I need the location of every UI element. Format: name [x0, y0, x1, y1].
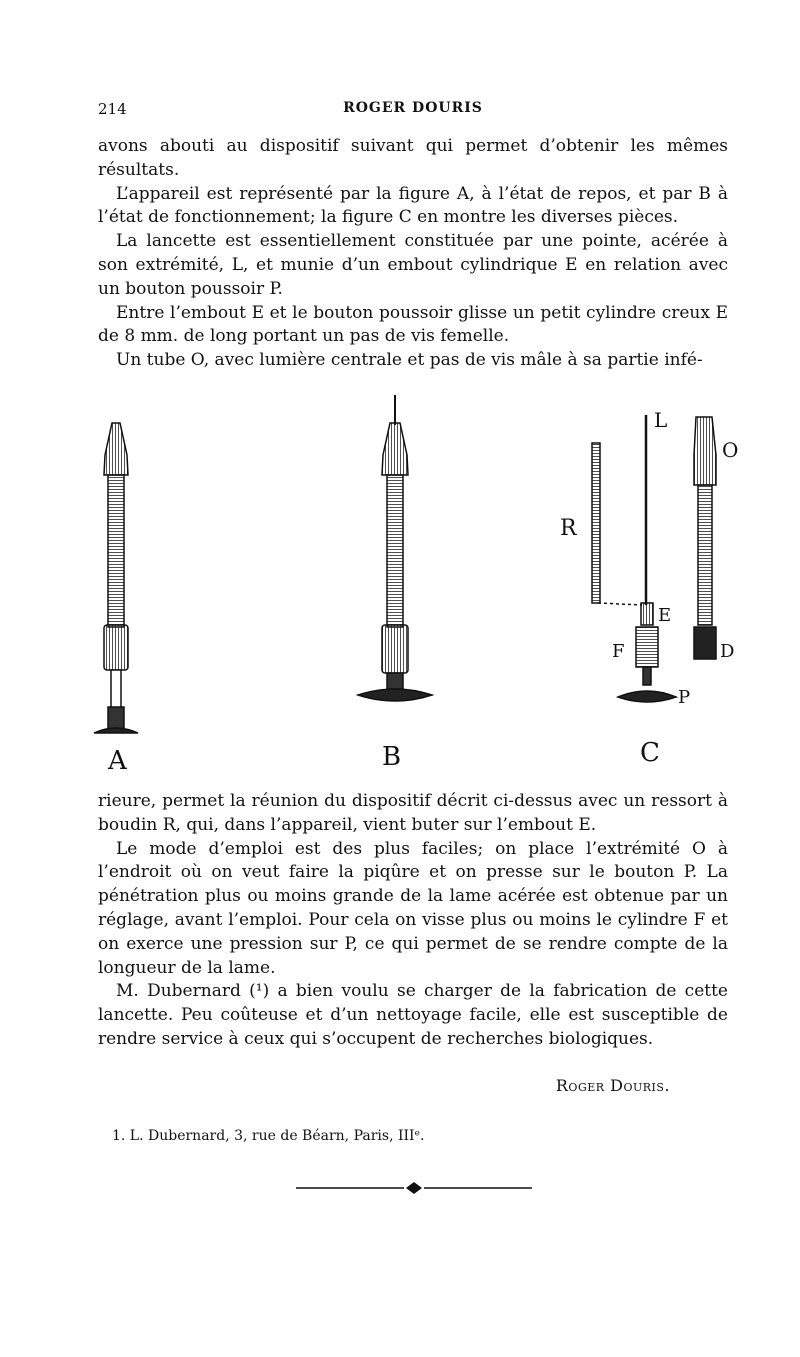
- figure-a-drawing: [94, 423, 138, 733]
- caption-a: A: [108, 746, 127, 775]
- page-number: 214: [98, 100, 127, 118]
- author-signature: Roger Douris.: [555, 1076, 670, 1095]
- page-header: [98, 100, 728, 124]
- figure-b-drawing: [358, 395, 432, 701]
- label-l: L: [654, 408, 668, 432]
- footnote: 1. L. Dubernard, 3, rue de Béarn, Paris, IIIᵉ.: [112, 1128, 425, 1144]
- paragraph: M. Dubernard (¹) a bien voulu se charger de la fabrication de cette lancette. Peu coûteuse et d’un nettoyage facile, elle est susceptible de rendre service à ceux qui s’occupent de recherches biologiques.: [98, 981, 728, 1049]
- label-o: O: [722, 438, 739, 462]
- label-r: R: [560, 516, 577, 541]
- caption-c: C: [640, 738, 660, 768]
- label-d: D: [720, 641, 735, 662]
- paragraph: La lancette est essentiellement constituée par une pointe, acérée à son extrémité, L, et munie d’un embout cylindrique E en relation avec un bouton poussoir P.: [98, 231, 728, 299]
- body-text-bottom: [98, 790, 728, 1052]
- paragraph: avons abouti au dispositif suivant qui permet d’obtenir les mêmes résultats.: [98, 136, 728, 180]
- paragraph: Le mode d’emploi est des plus faciles; on place l’extrémité O à l’endroit où on veut faire la piqûre et on presse sur le bouton P. La pénétration plus ou moins grande de la lame acérée est obtenue par un réglage, avant l’emploi. Pour cela on visse plus ou moins le cylindre F et on exerce une pression sur P, ce qui permet de se rendre compte de la longueur de la lame.: [98, 838, 728, 978]
- figure-c-drawing: [592, 415, 716, 702]
- label-e: E: [658, 605, 672, 626]
- paragraph: Un tube O, avec lumière centrale et pas de vis mâle à sa partie infé-: [116, 350, 703, 371]
- lancet-figure: [90, 395, 750, 775]
- paragraph: Entre l’embout E et le bouton poussoir glisse un petit cylindre creux E de 8 mm. de long portant un pas de vis femelle.: [98, 302, 728, 347]
- paragraph: L’appareil est représenté par la figure A, à l’état de repos, et par B à l’état de fonctionnement; la figure C en montre les diverses pièces.: [98, 183, 728, 228]
- running-title: ROGER DOURIS: [343, 100, 483, 116]
- body-text-top: [98, 135, 728, 373]
- lancet-illustration: [90, 395, 750, 775]
- caption-b: B: [382, 742, 402, 772]
- paragraph: rieure, permet la réunion du dispositif décrit ci-dessus avec un ressort à boudin R, qui, dans l’appareil, vient buter sur l’embout E.: [98, 791, 728, 835]
- label-p: P: [678, 687, 691, 708]
- end-ornament-icon: [296, 1178, 536, 1198]
- label-f: F: [612, 641, 625, 662]
